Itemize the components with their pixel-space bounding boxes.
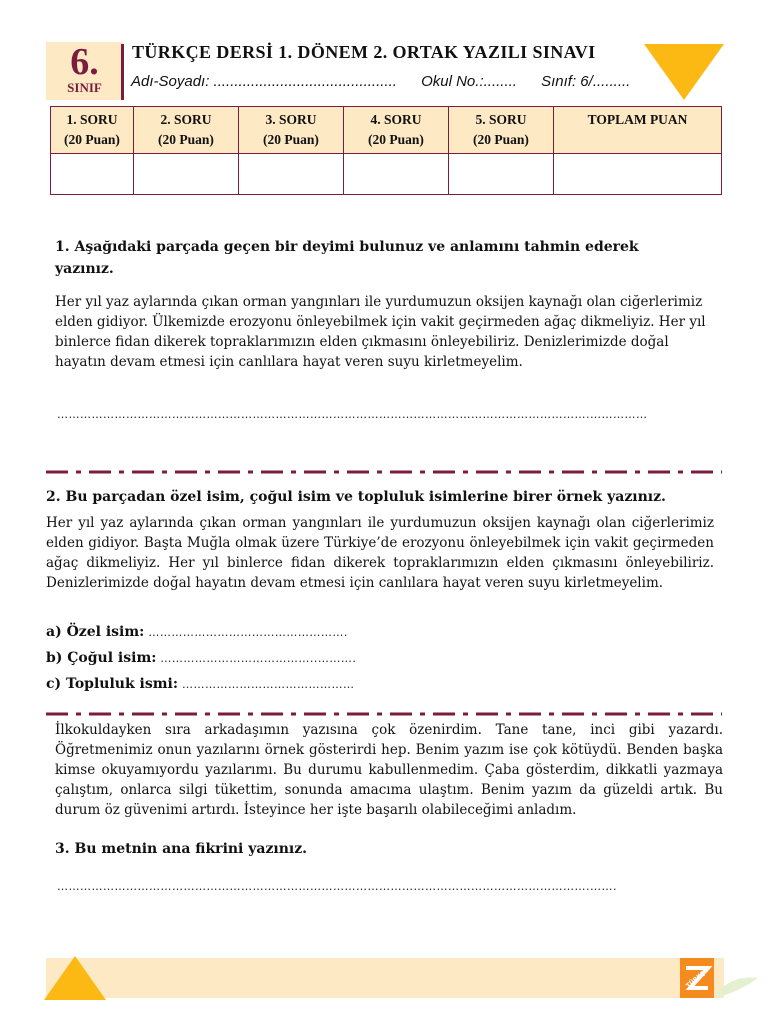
question-2-text: 2. Bu parçadan özel isim, çoğul isim ve topluluk isimlerine birer örnek yazınız.	[46, 489, 666, 505]
footer-band	[46, 958, 724, 998]
score-col-2: 2. SORU (20 Puan)	[134, 107, 239, 154]
score-col-3: 3. SORU (20 Puan)	[239, 107, 344, 154]
section-divider	[46, 712, 722, 716]
section-divider	[46, 470, 722, 474]
score-col-5: 5. SORU (20 Puan)	[449, 107, 554, 154]
header-divider	[121, 44, 124, 100]
question-2-passage: Her yıl yaz aylarında çıkan orman yangınları ile yurdumuzun oksijen kaynağı olan ciğerlerimiz elden gidiyor. Başta Muğla olmak üzere Türkiye’de erozyonu önleyebilmek için vakit geçirmeden ağaç dikmeliyiz. Her yıl binlerce fidan dikerek topraklarımızın elden çıkmasını önleyebiliriz. Denizlerimizde doğal hayatın devam etmesi için canlılara hayat veren suyu kirletmeyelim.	[46, 515, 714, 591]
question-3-text: 3. Bu metnin ana fikrini yazınız.	[55, 841, 308, 857]
score-cell-5[interactable]	[449, 154, 554, 195]
score-cell-total[interactable]	[554, 154, 722, 195]
score-cell-4[interactable]	[344, 154, 449, 195]
name-field[interactable]: Adı-Soyadı: ............................................	[131, 73, 397, 90]
grade-label: SINIF	[67, 80, 102, 95]
question-1-text: 1. Aşağıdaki parçada geçen bir deyimi bulunuz ve anlamını tahmin ederek yazınız.	[55, 239, 639, 277]
exam-title: TÜRKÇE DERSİ 1. DÖNEM 2. ORTAK YAZILI SINAVI	[132, 42, 596, 62]
question-1-passage: Her yıl yaz aylarında çıkan orman yangınları ile yurdumuzun oksijen kaynağı olan ciğerlerimiz elden gidiyor. Ülkemizde erozyonu önleyebilmek için vakit geçirmeden ağaç dikmeliyiz. Her yıl binlerce fidan dikerek topraklarımızın elden çıkmasını önleyebiliriz. Denizlerimizde doğal hayatın devam etmesi için canlılara hayat veren suyu kirletmeyelim.	[55, 294, 706, 370]
svg-text:TÜRKÇE: TÜRKÇE	[684, 967, 710, 990]
score-col-1: 1. SORU (20 Puan)	[51, 107, 134, 154]
grade-number: 6.	[70, 41, 99, 83]
class-field[interactable]: Sınıf: 6/.........	[541, 73, 631, 90]
score-table	[50, 106, 722, 195]
score-cell-1[interactable]	[51, 154, 134, 195]
question-3-answer-line[interactable]: ………………………………………………………………………………………………………………………….…….	[57, 880, 617, 893]
score-table-header-row	[51, 107, 722, 154]
turkce-logo-icon	[680, 958, 714, 998]
question-3-passage: İlkokuldayken sıra arkadaşımın yazısına çok özenirdim. Tane tane, inci gibi yazardı. Öğretmenimiz onun yazılarını örnek gösterirdi hep. Benim yazım ise çok kötüydü. Benden başka kimse okuyamıyordu yazılarımı. Bu durumu kabullenmedim. Çaba gösterdim, dikkatli yazmaya çalıştım, onlarca silgi tükettim, sonunda amacıma ulaştım. Benim yazım da güzeldi artık. Bu durum öz güvenimi artırdı. İsteyince her işte başarılı olabileceğimi anladım.	[55, 722, 723, 818]
score-col-total: TOPLAM PUAN	[554, 107, 722, 154]
answer-collective-noun[interactable]: c) Topluluk ismi: ………………………………………	[46, 676, 355, 692]
answer-proper-noun[interactable]: a) Özel isim: …………………………………………….	[46, 624, 348, 640]
score-cell-2[interactable]	[134, 154, 239, 195]
leaf-decoration-icon	[712, 976, 758, 1000]
orange-triangle-icon	[644, 44, 724, 100]
score-col-4: 4. SORU (20 Puan)	[344, 107, 449, 154]
score-table-entry-row	[51, 154, 722, 195]
score-cell-3[interactable]	[239, 154, 344, 195]
orange-triangle-icon	[44, 956, 106, 1000]
school-number-field[interactable]: Okul No.:........	[421, 73, 517, 90]
answer-plural-noun[interactable]: b) Çoğul isim: …………………………………..……….	[46, 650, 357, 666]
question-1-answer-line[interactable]: ………………………………………………………………………………………………………………………….……………	[57, 408, 648, 421]
student-info-line	[131, 73, 650, 90]
